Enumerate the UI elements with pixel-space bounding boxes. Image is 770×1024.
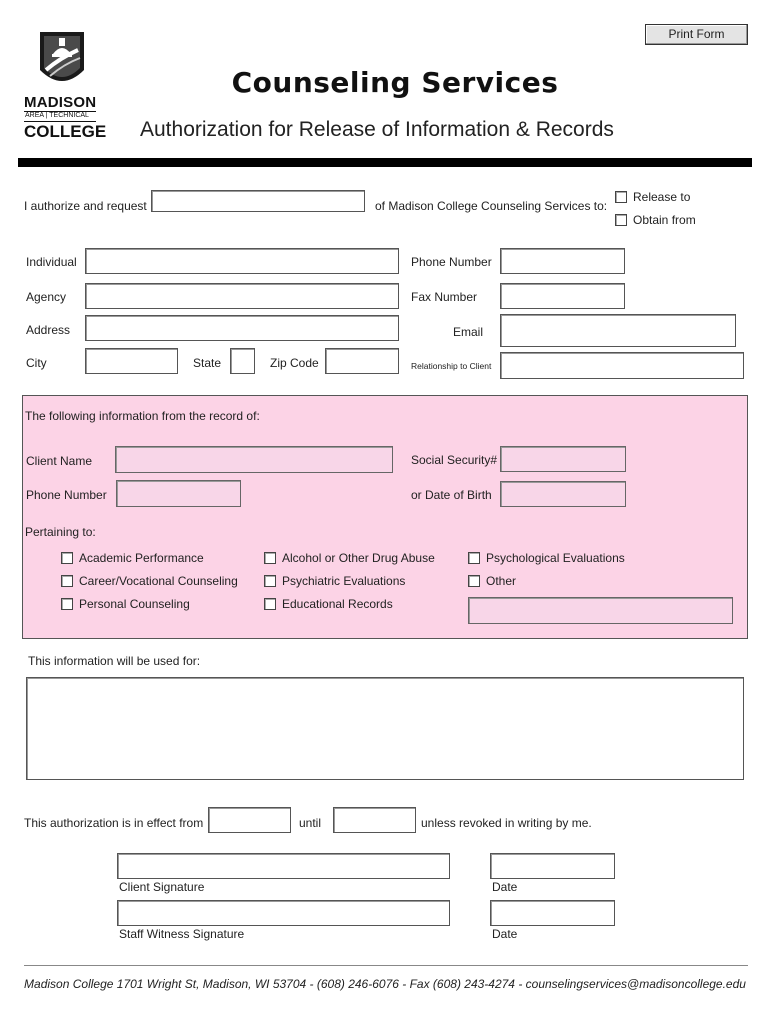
staff-date-label: Date (492, 927, 518, 941)
zip-label: Zip Code (270, 356, 319, 370)
aoda-label: Alcohol or Other Drug Abuse (282, 551, 435, 565)
client-name-label: Client Name (26, 454, 93, 468)
relationship-label: Relationship to Client (411, 361, 492, 371)
record-heading: The following information from the record of: (25, 409, 260, 423)
address-label: Address (26, 323, 71, 337)
authorize-label: I authorize and request (24, 199, 147, 213)
dob-field[interactable] (500, 481, 626, 507)
staff-date-field[interactable] (490, 900, 615, 926)
effect-from-field[interactable] (208, 807, 291, 833)
psychiatric-checkbox[interactable] (264, 575, 276, 587)
career-counseling-label: Career/Vocational Counseling (79, 574, 238, 588)
state-field[interactable] (230, 348, 255, 374)
logo-area-technical: AREA | TECHNICAL (25, 112, 89, 119)
city-label: City (26, 356, 47, 370)
authorize-middle-text: of Madison College Counseling Services to: (375, 199, 608, 213)
staff-signature-label: Staff Witness Signature (119, 927, 245, 941)
phone-field[interactable] (500, 248, 625, 274)
fax-label: Fax Number (411, 290, 478, 304)
page-subtitle: Authorization for Release of Information & Records (140, 118, 614, 141)
relationship-field[interactable] (500, 352, 744, 379)
revoke-label: unless revoked in writing by me. (421, 816, 592, 830)
footer-divider (24, 965, 748, 966)
email-field[interactable] (500, 314, 736, 347)
fax-field[interactable] (500, 283, 625, 309)
client-name-field[interactable] (115, 446, 393, 473)
client-date-label: Date (492, 880, 518, 894)
psychological-checkbox[interactable] (468, 552, 480, 564)
agency-label: Agency (26, 290, 67, 304)
individual-field[interactable] (85, 248, 399, 274)
obtain-from-checkbox[interactable] (615, 214, 627, 226)
usage-label: This information will be used for: (28, 654, 201, 668)
personal-counseling-checkbox[interactable] (61, 598, 73, 610)
staff-signature-field[interactable] (117, 900, 450, 926)
educational-records-checkbox[interactable] (264, 598, 276, 610)
academic-performance-checkbox[interactable] (61, 552, 73, 564)
client-phone-label: Phone Number (26, 488, 107, 502)
effect-until-field[interactable] (333, 807, 416, 833)
logo-college: COLLEGE (24, 122, 107, 141)
other-label: Other (486, 574, 517, 588)
dob-label: or Date of Birth (411, 488, 492, 502)
obtain-from-label: Obtain from (633, 213, 696, 227)
address-field[interactable] (85, 315, 399, 341)
state-label: State (193, 356, 222, 370)
client-signature-label: Client Signature (119, 880, 205, 894)
zip-field[interactable] (325, 348, 399, 374)
page-title: Counseling Services (231, 66, 559, 99)
header-divider (18, 158, 752, 167)
other-field[interactable] (468, 597, 733, 624)
aoda-checkbox[interactable] (264, 552, 276, 564)
personal-counseling-label: Personal Counseling (79, 597, 190, 611)
agency-field[interactable] (85, 283, 399, 309)
record-section (22, 395, 748, 639)
educational-records-label: Educational Records (282, 597, 393, 611)
logo-madison: MADISON (24, 94, 97, 111)
client-signature-field[interactable] (117, 853, 450, 879)
print-form-button[interactable]: Print Form (645, 24, 748, 45)
phone-label: Phone Number (411, 255, 492, 269)
usage-field[interactable] (26, 677, 744, 780)
pertaining-label: Pertaining to: (25, 525, 96, 539)
ssn-field[interactable] (500, 446, 626, 472)
other-checkbox[interactable] (468, 575, 480, 587)
individual-label: Individual (26, 255, 77, 269)
footer-contact: Madison College 1701 Wright St, Madison, WI 53704 - (608) 246-6076 - Fax (608) 243-4274 - counselingservices@madisoncollege.edu (24, 977, 746, 991)
authorize-name-field[interactable] (151, 190, 365, 212)
career-counseling-checkbox[interactable] (61, 575, 73, 587)
effect-label: This authorization is in effect from (24, 816, 204, 830)
psychiatric-label: Psychiatric Evaluations (282, 574, 406, 588)
client-date-field[interactable] (490, 853, 615, 879)
academic-performance-label: Academic Performance (79, 551, 204, 565)
release-to-checkbox[interactable] (615, 191, 627, 203)
ssn-label: Social Security# (411, 453, 498, 467)
email-label: Email (453, 325, 484, 339)
until-label: until (299, 816, 322, 830)
psychological-label: Psychological Evaluations (486, 551, 625, 565)
client-phone-field[interactable] (116, 480, 241, 507)
release-to-label: Release to (633, 190, 691, 204)
city-field[interactable] (85, 348, 178, 374)
